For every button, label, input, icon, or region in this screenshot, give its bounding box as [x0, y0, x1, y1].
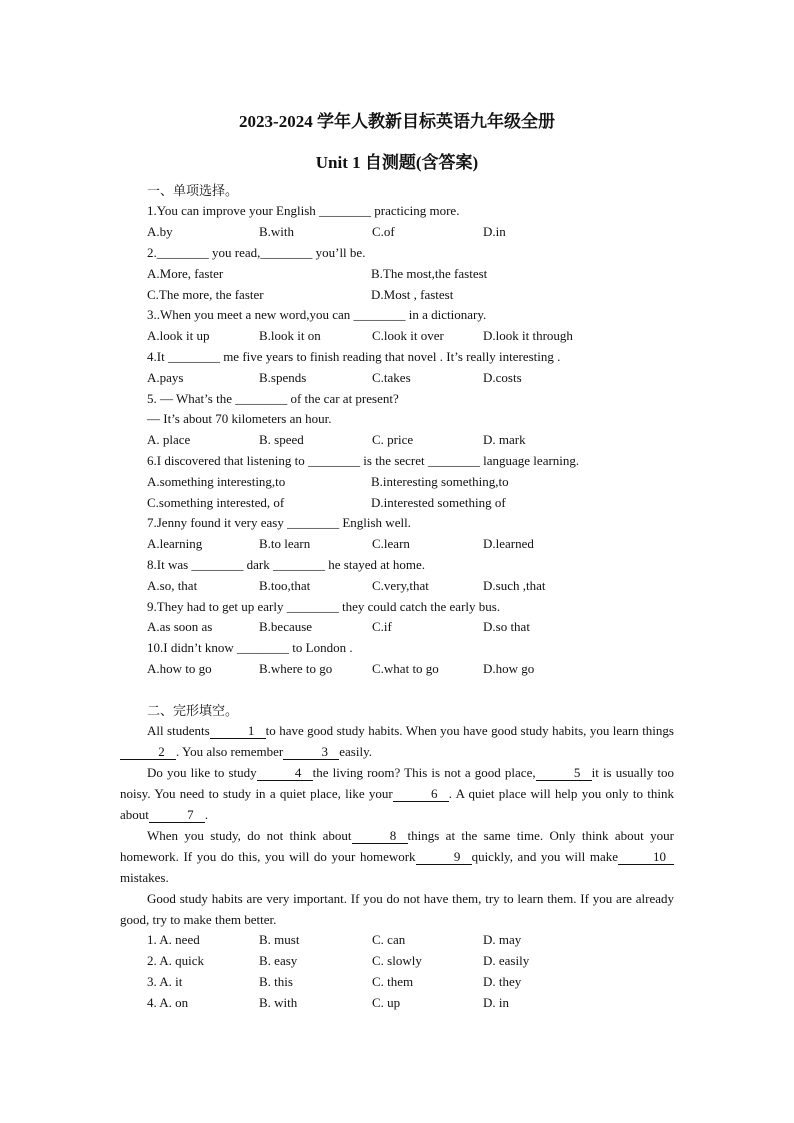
option: C.very,that [372, 578, 429, 593]
cloze-blank: 5 [536, 766, 592, 781]
option: C.look it over [372, 328, 444, 343]
cloze-blank: 4 [257, 766, 313, 781]
document-title: 2023-2024 学年人教新目标英语九年级全册 [239, 112, 555, 131]
option: C.takes [372, 370, 411, 385]
option: A.something interesting,to [147, 474, 286, 489]
cloze-blank: 2 [120, 745, 176, 760]
question-stem-reply: — It’s about 70 kilometers an hour. [147, 411, 332, 426]
cloze-text: When you study, do not think about [147, 828, 352, 843]
question-stem: 10.I didn’t know ________ to London . [147, 640, 353, 655]
option: B.The most,the fastest [371, 266, 488, 281]
option: C.something interested, of [147, 495, 285, 510]
option: C.of [372, 224, 395, 239]
option: A.so, that [147, 578, 198, 593]
option: B.with [259, 224, 295, 239]
cloze-option: D. they [483, 974, 522, 989]
option: D.such ,that [483, 578, 546, 593]
option: B.where to go [259, 661, 333, 676]
cloze-option: C. up [372, 995, 401, 1010]
cloze-option: D. may [483, 932, 522, 947]
cloze-option: C. them [372, 974, 414, 989]
option: D.interested something of [371, 495, 506, 510]
cloze-text: . [204, 807, 209, 822]
cloze-text: . You also remember [176, 744, 284, 759]
cloze-option: C. slowly [372, 953, 422, 968]
cloze-option: 3. A. it [147, 974, 183, 989]
option: A.how to go [147, 661, 212, 676]
option: D. mark [483, 432, 526, 447]
cloze-text: it is usually too noisy. You need to study in a quiet place, like your [120, 765, 675, 801]
option: B. speed [259, 432, 304, 447]
cloze-text: quickly, and you will make [471, 849, 618, 864]
cloze-text: things at the same time. Only think about your homework. If you do this, you will do your homework [120, 828, 674, 864]
option: B.because [259, 619, 313, 634]
cloze-option: 1. A. need [147, 932, 200, 947]
option: D.look it through [483, 328, 573, 343]
question-stem: 7.Jenny found it very easy ________ English well. [147, 515, 411, 530]
option: C. price [372, 432, 414, 447]
cloze-option: D. easily [483, 953, 530, 968]
cloze-option: B. must [259, 932, 300, 947]
option: B.interesting something,to [371, 474, 509, 489]
cloze-paragraph-3 [120, 825, 674, 888]
option: D.so that [483, 619, 530, 634]
cloze-option: 4. A. on [147, 995, 189, 1010]
section1-heading: 一、单项选择。 [147, 183, 239, 198]
cloze-text: the living room? This is not a good place, [312, 765, 536, 780]
option: A.pays [147, 370, 184, 385]
option: B.spends [259, 370, 307, 385]
cloze-text: easily. [339, 744, 372, 759]
cloze-option: C. can [372, 932, 406, 947]
cloze-text: to have good study habits. When you have good study habits, you learn things [265, 723, 674, 738]
option: D.in [483, 224, 506, 239]
option: A. place [147, 432, 191, 447]
option: D.costs [483, 370, 522, 385]
cloze-blank: 3 [283, 745, 339, 760]
question-stem: 4.It ________ me five years to finish reading that novel . It’s really interesting . [147, 349, 561, 364]
cloze-text: . A quiet place will help you only to think about [120, 786, 675, 822]
option: B.look it on [259, 328, 321, 343]
question-stem: 5. — What’s the ________ of the car at present? [147, 391, 399, 406]
cloze-option: B. easy [259, 953, 298, 968]
cloze-blank: 8 [352, 829, 408, 844]
option: D.Most , fastest [371, 287, 454, 302]
option: A.as soon as [147, 619, 213, 634]
cloze-blank: 9 [416, 850, 472, 865]
cloze-option: B. with [259, 995, 298, 1010]
question-stem: 3..When you meet a new word,you can ________ in a dictionary. [147, 307, 487, 322]
cloze-blank: 10 [618, 850, 674, 865]
cloze-blank: 7 [149, 808, 205, 823]
cloze-option: B. this [259, 974, 293, 989]
option: D.learned [483, 536, 534, 551]
question-stem: 2.________ you read,________ you’ll be. [147, 245, 366, 260]
option: C.learn [372, 536, 410, 551]
cloze-option: D. in [483, 995, 509, 1010]
question-stem: 9.They had to get up early ________ they could catch the early bus. [147, 599, 501, 614]
option: A.by [147, 224, 173, 239]
option: C.what to go [372, 661, 439, 676]
cloze-option: 2. A. quick [147, 953, 205, 968]
option: A.More, faster [147, 266, 224, 281]
option: D.how go [483, 661, 535, 676]
option: B.to learn [259, 536, 311, 551]
cloze-paragraph-2 [120, 762, 674, 825]
cloze-text: Do you like to study [147, 765, 257, 780]
option: A.look it up [147, 328, 210, 343]
question-stem: 8.It was ________ dark ________ he stayed at home. [147, 557, 426, 572]
cloze-paragraph-1 [120, 720, 674, 762]
section2-heading: 二、完形填空。 [147, 703, 239, 718]
question-stem: 6.I discovered that listening to ________ is the secret ________ language learning. [147, 453, 580, 468]
option: A.learning [147, 536, 203, 551]
cloze-paragraph-4: Good study habits are very important. If you do not have them, try to learn them. If you are already good, try to make them better. [120, 891, 674, 927]
document-subtitle: Unit 1 自测题(含答案) [315, 153, 479, 172]
cloze-blank: 6 [393, 787, 449, 802]
option: C.The more, the faster [147, 287, 264, 302]
option: B.too,that [259, 578, 311, 593]
question-stem: 1.You can improve your English ________ practicing more. [147, 203, 460, 218]
cloze-blank: 1 [210, 724, 266, 739]
cloze-text: mistakes. [120, 870, 169, 885]
option: C.if [372, 619, 392, 634]
cloze-text: All students [147, 723, 210, 738]
